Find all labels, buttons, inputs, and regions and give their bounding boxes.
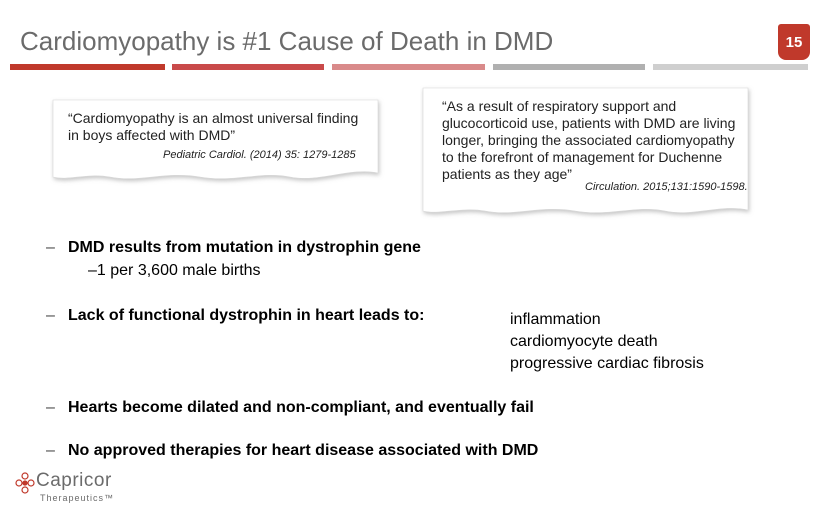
- bullet-no-therapies-text: No approved therapies for heart disease associated with DMD: [68, 442, 539, 459]
- title-underline-1: [10, 64, 165, 70]
- bullet-no-therapies: [46, 442, 538, 460]
- bullet-dmd-mutation: [46, 239, 421, 257]
- bullet-dash: –: [46, 442, 55, 459]
- bullet-heart-failure: [46, 399, 534, 417]
- bullet-dash: –: [46, 399, 55, 416]
- quote-2-line-2: glucocorticoid use, patients with DMD are living: [442, 115, 736, 131]
- slide-title: Cardiomyopathy is #1 Cause of Death in DMD: [20, 26, 554, 56]
- quote-2-line-3: longer, bringing the associated cardiomyopathy: [442, 132, 735, 148]
- title-underline-5: [653, 64, 808, 70]
- bullet-dmd-mutation-text: DMD results from mutation in dystrophin gene: [68, 239, 421, 256]
- bullet-dash: –: [46, 307, 55, 324]
- heart-effects-list: [510, 309, 704, 375]
- quote-2-line-4: to the forefront of management for Duchenne: [442, 149, 723, 165]
- bullet-dash: –: [46, 239, 55, 256]
- effect-inflammation: inflammation: [510, 311, 601, 328]
- capricor-logo-icon: [12, 470, 38, 496]
- sub-bullet-incidence-text: 1 per 3,600 male births: [96, 262, 261, 279]
- quote-1-line-2: in boys affected with DMD”: [68, 127, 236, 143]
- quote-1-line-1: “Cardiomyopathy is an almost universal finding: [68, 110, 359, 126]
- logo-tagline: Therapeutics™: [40, 493, 115, 503]
- title-underline-2: [172, 64, 324, 70]
- quote-1-citation: Pediatric Cardiol. (2014) 35: 1279-1285: [163, 149, 356, 161]
- title-underline-4: [493, 64, 645, 70]
- sub-bullet-dash: –: [88, 262, 97, 279]
- logo-wordmark: Capricor: [36, 470, 112, 491]
- sub-bullet-incidence: [88, 262, 261, 280]
- effect-cardiac-fibrosis: progressive cardiac fibrosis: [510, 355, 704, 372]
- title-underline-3: [332, 64, 485, 70]
- bullet-dystrophin-lack: [46, 307, 424, 325]
- quote-2-line-5: patients as they age”: [442, 166, 572, 182]
- quote-2-line-1: “As a result of respiratory support and: [442, 98, 677, 114]
- bullet-dystrophin-lack-text: Lack of functional dystrophin in heart leads to:: [68, 307, 425, 324]
- quote-2-citation: Circulation. 2015;131:1590-1598.: [585, 181, 748, 193]
- page-number-badge: 15: [778, 24, 810, 60]
- bullet-heart-failure-text: Hearts become dilated and non-compliant, and eventually fail: [68, 399, 534, 416]
- effect-cardiomyocyte-death: cardiomyocyte death: [510, 333, 658, 350]
